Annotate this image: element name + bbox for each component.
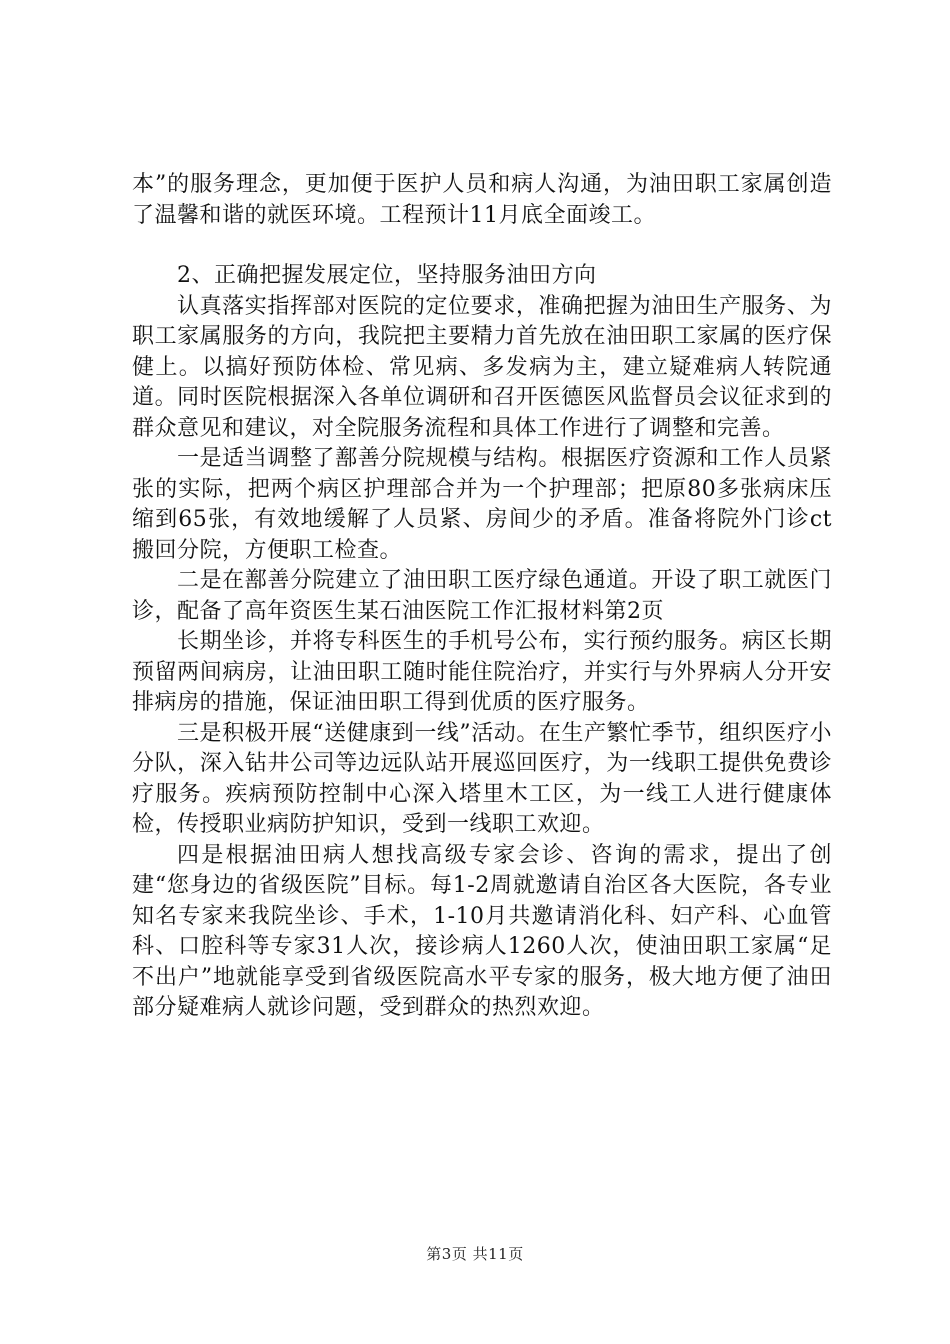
page-number-footer: 第3页 共11页	[426, 1245, 524, 1263]
document-body	[132, 170, 832, 1024]
paragraph-point-four: 四是根据油田病人想找高级专家会诊、咨询的需求，提出了创建“您身边的省级医院”目标。每1-2周就邀请自治区各大医院，各专业知名专家来我院坐诊、手术，1-10月共邀请消化科、妇产科、心血管科、口腔科等专家31人次，接诊病人1260人次，使油田职工家属“足不出户”地就能享受到省级医院高水平专家的服务，极大地方便了油田部分疑难病人就诊问题，受到群众的热烈欢迎。	[132, 842, 832, 1020]
paragraph-point-two-continued: 长期坐诊，并将专科医生的手机号公布，实行预约服务。病区长期预留两间病房，让油田职工随时能住院治疗，并实行与外界病人分开安排病房的措施，保证油田职工得到优质的医疗服务。	[132, 629, 832, 715]
paragraph-point-two: 二是在鄯善分院建立了油田职工医疗绿色通道。开设了职工就医门诊，配备了高年资医生某石油医院工作汇报材料第2页	[132, 568, 832, 624]
paragraph-continuation: 本”的服务理念，更加便于医护人员和病人沟通，为油田职工家属创造了温馨和谐的就医环境。工程预计11月底全面竣工。	[132, 172, 832, 228]
section-heading: 2、正确把握发展定位，坚持服务油田方向	[177, 263, 597, 288]
paragraph-positioning: 认真落实指挥部对医院的定位要求，准确把握为油田生产服务、为职工家属服务的方向，我院把主要精力首先放在油田职工家属的医疗保健上。以搞好预防体检、常见病、多发病为主，建立疑难病人转院通道。同时医院根据深入各单位调研和召开医德医风监督员会议征求到的群众意见和建议，对全院服务流程和具体工作进行了调整和完善。	[132, 293, 832, 441]
paragraph-point-three: 三是积极开展“送健康到一线”活动。在生产繁忙季节，组织医疗小分队，深入钻井公司等边远队站开展巡回医疗，为一线职工提供免费诊疗服务。疾病预防控制中心深入塔里木工区，为一线工人进行健康体检，传授职业病防护知识，受到一线职工欢迎。	[132, 720, 832, 837]
paragraph-spacer	[132, 231, 832, 261]
paragraph-point-one: 一是适当调整了鄯善分院规模与结构。根据医疗资源和工作人员紧张的实际，把两个病区护理部合并为一个护理部；把原80多张病床压缩到65张，有效地缓解了人员紧、房间少的矛盾。准备将院外门诊ct搬回分院，方便职工检查。	[132, 446, 832, 563]
